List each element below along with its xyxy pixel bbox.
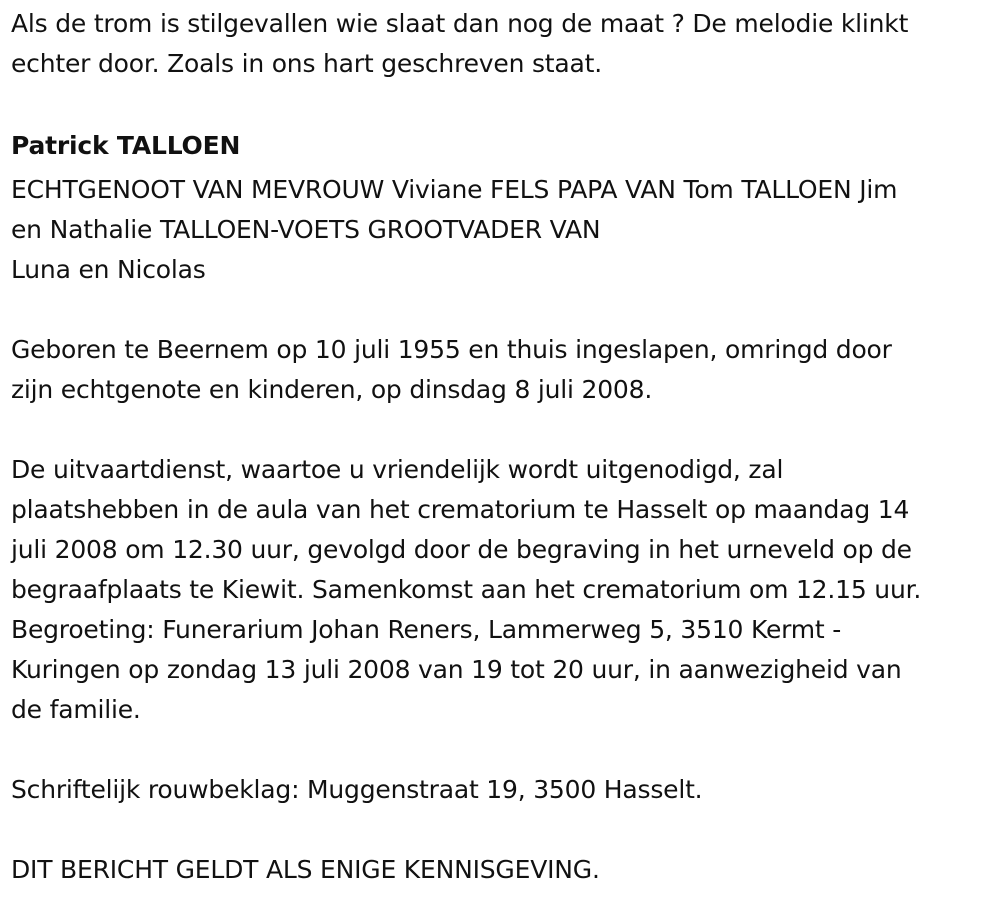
funeral-paragraph: De uitvaartdienst, waartoe u vriendelijk wordt uitgenodigd, zal plaatshebben in de aula van het crematorium te Hasselt op maandag 14 juli 2008 om 12.30 uur, gevolgd door de begraving in het urneveld op de begraafplaats te Kiewit. Samenkomst aan het crematorium om 12.15 uur. Begroeting: Funerarium Johan Reners, Lammerweg 5, 3510 Kermt - Kuringen op zondag 13 juli 2008 van 19 tot 20 uur, in aanwezigheid van de familie.	[11, 455, 922, 724]
family-relations: ECHTGENOOT VAN MEVROUW Viviane FELS PAPA VAN Tom TALLOEN Jim en Nathalie TALLOEN-VOETS GROOTVADER VAN	[11, 175, 898, 244]
intro-verse: Als de trom is stilgevallen wie slaat dan nog de maat ? De melodie klinkt echter door. Zoals in ons hart geschreven staat.	[11, 9, 909, 78]
grandchildren: Luna en Nicolas	[11, 255, 206, 284]
notice-paragraph: DIT BERICHT GELDT ALS ENIGE KENNISGEVING.	[11, 855, 600, 884]
deceased-name: Patrick TALLOEN	[11, 131, 241, 160]
birth-death-paragraph: Geboren te Beernem op 10 juli 1955 en thuis ingeslapen, omringd door zijn echtgenote en kinderen, op dinsdag 8 juli 2008.	[11, 335, 892, 404]
condolences-paragraph: Schriftelijk rouwbeklag: Muggenstraat 19, 3500 Hasselt.	[11, 775, 703, 804]
